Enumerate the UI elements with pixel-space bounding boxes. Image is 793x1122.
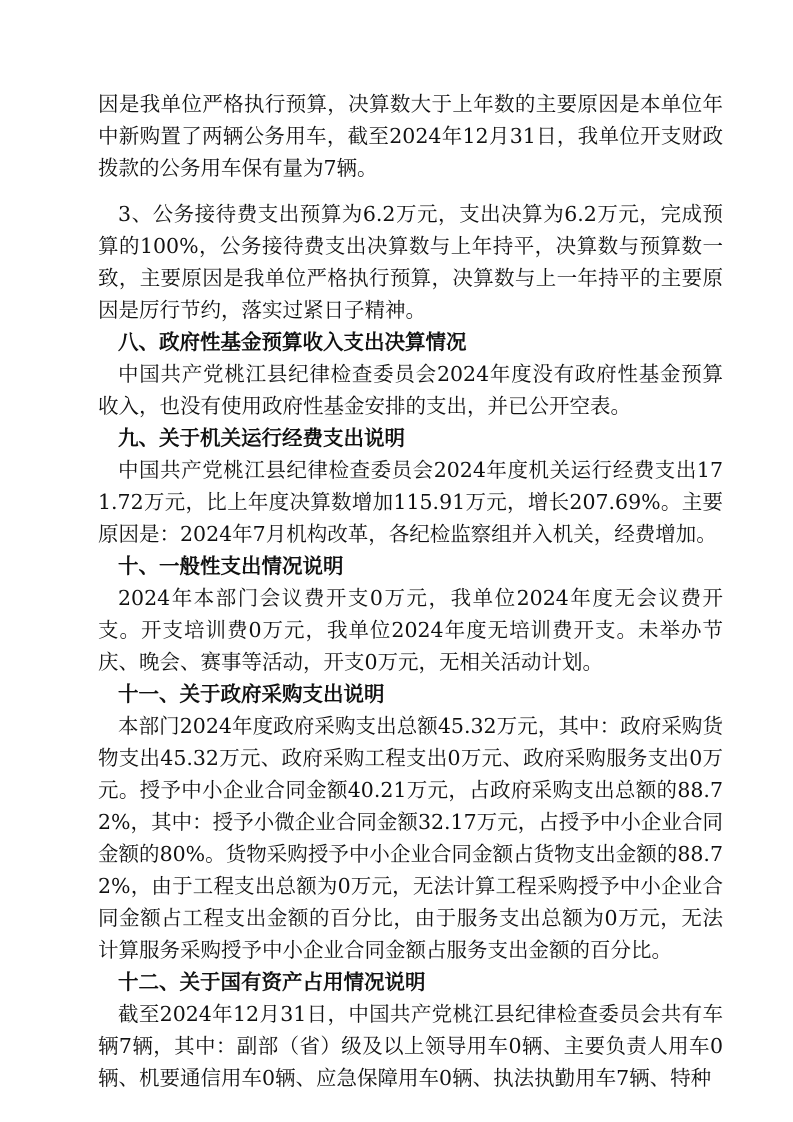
paragraph-vehicle-count: 因是我单位严格执行预算，决算数大于上年数的主要原因是本单位年中新购置了两辆公务用车，截至2024年12月31日，我单位开支财政拨款的公务用车保有量为7辆。 <box>98 92 723 180</box>
paragraph-general-expense: 2024年本部门会议费开支0万元，我单位2024年度无会议费开支。开支培训费0万元，我单位2024年度无培训费开支。未举办节庆、晚会、赛事等活动，开支0万元，无相关活动计划。 <box>98 586 723 674</box>
paragraph-procurement: 本部门2024年度政府采购支出总额45.32万元，其中：政府采购货物支出45.32万元、政府采购工程支出0万元、政府采购服务支出0万元。授予中小企业合同金额40.21万元，占政府采购支出总额的88.72%，其中：授予小微企业合同金额32.17万元，占授予中小企业合同金额的80%。货物采购授予中小企业合同金额占货物支出金额的88.72%，由于工程支出总额为0万元，无法计算工程采购授予中小企业合同金额占工程支出金额的百分比，由于服务支出总额为0万元，无法计算服务采购授予中小企业合同金额占服务支出金额的百分比。 <box>98 714 723 962</box>
heading-general-expense: 十、一般性支出情况说明 <box>118 554 344 578</box>
paragraph-government-fund: 中国共产党桃江县纪律检查委员会2024年度没有政府性基金预算收入，也没有使用政府性基金安排的支出，并已公开空表。 <box>98 362 723 418</box>
paragraph-state-assets: 截至2024年12月31日，中国共产党桃江县纪律检查委员会共有车辆7辆，其中：副部（省）级及以上领导用车0辆、主要负责人用车0辆、机要通信用车0辆、应急保障用车0辆、执法执勤用车7辆、特种 <box>98 1002 723 1090</box>
heading-operating-expense: 九、关于机关运行经费支出说明 <box>118 426 405 450</box>
heading-government-fund: 八、政府性基金预算收入支出决算情况 <box>118 330 467 354</box>
document-page <box>98 88 723 1094</box>
paragraph-reception-expense: 3、公务接待费支出预算为6.2万元，支出决算为6.2万元，完成预算的100%，公务接待费支出决算数与上年持平，决算数与预算数一致，主要原因是我单位严格执行预算，决算数与上一年持平的主要原因是厉行节约，落实过紧日子精神。 <box>98 202 723 322</box>
heading-procurement: 十一、关于政府采购支出说明 <box>118 682 385 706</box>
paragraph-operating-expense: 中国共产党桃江县纪律检查委员会2024年度机关运行经费支出171.72万元，比上年度决算数增加115.91万元，增长207.69%。主要原因是：2024年7月机构改革，各纪检监察组并入机关，经费增加。 <box>98 458 723 546</box>
paragraph-gap <box>98 184 723 198</box>
heading-state-assets: 十二、关于国有资产占用情况说明 <box>118 970 426 994</box>
